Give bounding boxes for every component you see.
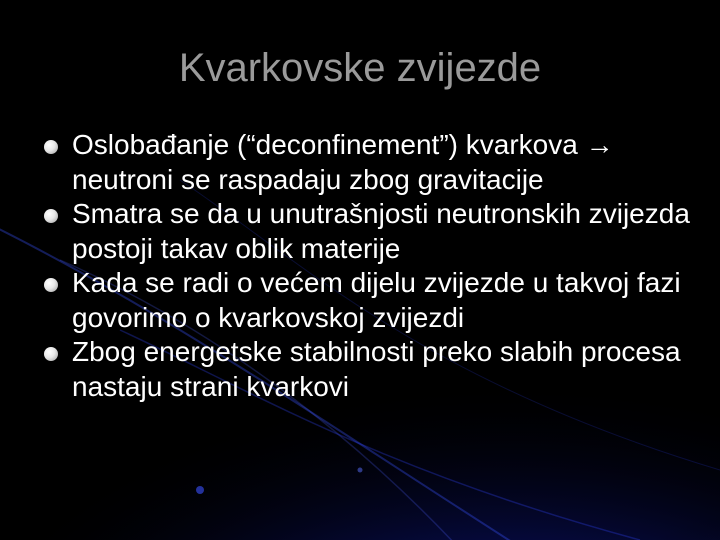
bullet-item (46, 197, 706, 266)
bullet-text: Zbog energetske stabilnosti preko slabih procesa nastaju strani kvarkovi (72, 336, 681, 402)
bullet-text: Oslobađanje (“deconfinement”) kvarkova → neutroni se raspadaju zbog gravitacije (72, 129, 614, 195)
sphere-bullet-icon (44, 347, 58, 361)
bullet-text: Smatra se da u unutrašnjosti neutronskih zvijezda postoji takav oblik materije (72, 198, 690, 264)
bullet-list (46, 128, 706, 404)
sphere-bullet-icon (44, 140, 58, 154)
sphere-bullet-icon (44, 278, 58, 292)
bullet-item (46, 335, 706, 404)
bullet-item (46, 266, 706, 335)
bullet-text: Kada se radi o većem dijelu zvijezde u takvoj fazi govorimo o kvarkovskoj zvijezdi (72, 267, 681, 333)
bullet-item (46, 128, 706, 197)
slide-title: Kvarkovske zvijezde (178, 46, 542, 90)
sphere-bullet-icon (44, 209, 58, 223)
